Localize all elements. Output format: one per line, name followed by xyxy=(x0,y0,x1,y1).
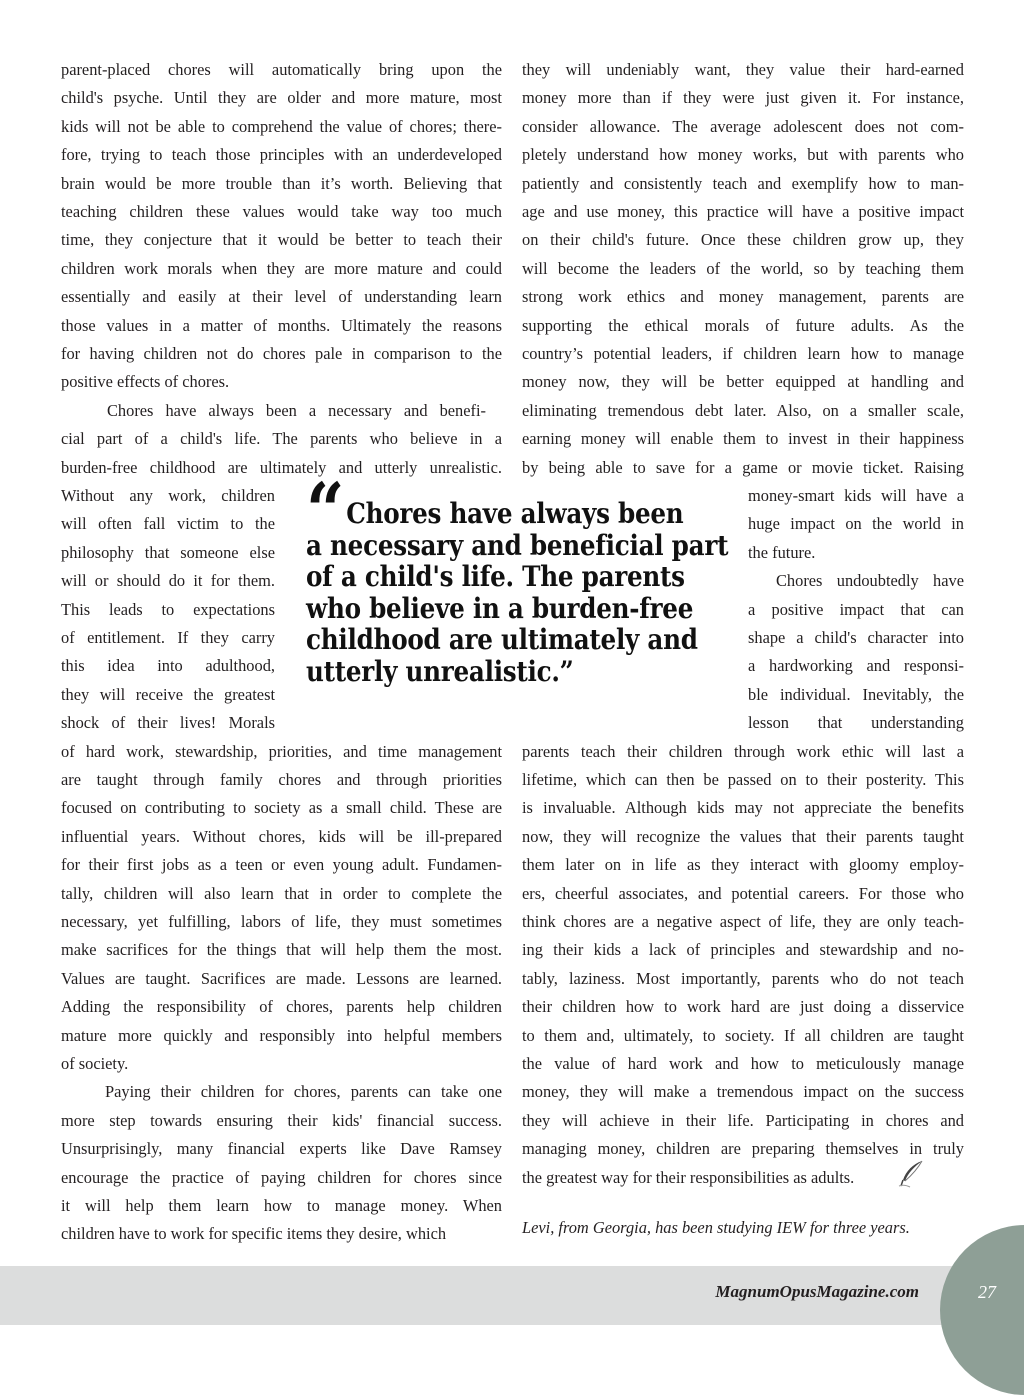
text-line: earning money will enable them to invest in their happiness xyxy=(522,429,964,449)
author-byline: Levi, from Georgia, has been studying IEW for three years. xyxy=(522,1218,910,1237)
text-line: age and use money, this practice will have a positive impact xyxy=(522,202,964,221)
text-line: Paying their children for chores, parents can take one xyxy=(105,1082,502,1102)
text-line: think chores are a negative aspect of life, they are only teach- xyxy=(522,912,964,931)
text-line: patiently and consistently teach and exemplify how to man- xyxy=(522,173,964,193)
text-line: focused on contributing to society as a small child. These are xyxy=(61,798,502,818)
text-line: to them and, ultimately, to society. If all children are taught xyxy=(522,1025,964,1045)
text-line: the future. xyxy=(748,542,816,562)
pull-quote-line: childhood are ultimately and xyxy=(306,623,698,656)
text-line: Adding the responsibility of chores, parents help children xyxy=(61,997,502,1017)
text-line: encourage the practice of paying children for chores since xyxy=(61,1167,502,1187)
text-line: a hardworking and responsi- xyxy=(748,656,964,676)
text-line: they will undeniably want, they value their hard-earned xyxy=(522,60,964,79)
text-line: tally, children will also learn that in order to complete the xyxy=(61,883,502,903)
text-line: for their first jobs as a teen or even young adult. Fundamen- xyxy=(61,855,502,875)
text-line: time, they conjecture that it would be better to teach their xyxy=(61,230,502,250)
text-line: fore, trying to teach those principles with an underdeveloped xyxy=(61,145,502,165)
text-line: will or should do it for them. xyxy=(61,571,275,591)
pull-quote-line: of a child's life. The parents xyxy=(306,560,685,593)
text-line: country’s potential leaders, if children learn how to manage xyxy=(522,344,964,363)
text-line: pletely understand how money works, but with parents who xyxy=(522,145,964,165)
footer-band xyxy=(0,1266,1024,1325)
text-line: children work morals when they are more mature and could xyxy=(61,258,502,278)
text-line: necessary, yet fulfilling, labors of life, they must sometimes xyxy=(61,912,502,931)
text-line: managing money, children are preparing themselves in truly xyxy=(522,1139,964,1159)
text-line: a positive impact that can xyxy=(748,599,964,619)
text-line: cial part of a child's life. The parents who believe in a xyxy=(61,429,502,449)
text-line: positive effects of chores. xyxy=(61,372,230,392)
text-line: the value of hard work and how to meticulously manage xyxy=(522,1054,964,1073)
text-line: influential years. Without chores, kids will be ill-prepared xyxy=(61,826,502,846)
text-line: ers, cheerful associates, and potential careers. For those who xyxy=(522,883,964,903)
text-line: the greatest way for their responsibilities as adults. xyxy=(522,1167,855,1187)
text-line: Without any work, children xyxy=(61,486,275,505)
text-line: tably, laziness. Most importantly, parents who do not teach xyxy=(522,968,964,988)
text-line: lesson that understanding xyxy=(748,713,964,733)
text-line: will become the leaders of the world, so by teaching them xyxy=(522,258,964,278)
text-line: this idea into adulthood, xyxy=(61,656,275,676)
text-line: they will receive the greatest xyxy=(61,684,275,704)
text-line: more step towards ensuring their kids' financial success. xyxy=(61,1110,502,1130)
text-line: are taught through family chores and through priorities xyxy=(61,770,502,789)
text-line: teaching children these values would take way too much xyxy=(61,202,502,221)
text-line: make sacrifices for the things that will help them the most. xyxy=(61,940,502,960)
page-number-badge xyxy=(940,1225,1024,1395)
text-line: mature more quickly and responsibly into helpful members xyxy=(61,1025,502,1045)
text-line: parents teach their children through work ethic will last a xyxy=(522,741,964,761)
text-line: them later on in life as they interact with gloomy employ- xyxy=(522,855,964,875)
pull-quote xyxy=(306,466,729,688)
page-number: 27 xyxy=(978,1282,996,1302)
pull-quote-line: a necessary and beneficial part xyxy=(306,528,729,562)
text-line: shape a child's character into xyxy=(748,628,964,647)
text-line: supporting the ethical morals of future adults. As the xyxy=(522,315,964,335)
text-line: it will help them learn how to manage money. When xyxy=(61,1196,502,1215)
text-line: child's psyche. Until they are older and more mature, most xyxy=(61,88,502,108)
text-line: money now, they will be better equipped at handling and xyxy=(522,372,964,392)
text-line: money-smart kids will have a xyxy=(748,486,964,505)
text-line: This leads to expectations xyxy=(61,599,275,619)
text-line: of entitlement. If they carry xyxy=(61,628,275,647)
text-line: strong work ethics and money management, parents are xyxy=(522,287,964,307)
site-url[interactable]: MagnumOpusMagazine.com xyxy=(715,1282,919,1301)
text-line: by being able to save for a game or movie ticket. Raising xyxy=(522,457,964,477)
text-line: Values are taught. Sacrifices are made. Lessons are learned. xyxy=(61,968,502,988)
text-line: children have to work for specific items they desire, which xyxy=(61,1224,447,1244)
text-line: parent-placed chores will automatically bring upon the xyxy=(61,60,502,79)
pull-quote-line: who believe in a burden-free xyxy=(306,591,694,625)
pull-quote-line: “ Chores have always been xyxy=(306,466,684,555)
text-line: Chores have always been a necessary and benefi- xyxy=(107,400,486,420)
text-line: of hard work, stewardship, priorities, and time management xyxy=(61,741,502,761)
quill-pen-icon xyxy=(898,1160,924,1188)
text-line: Chores undoubtedly have xyxy=(776,571,964,591)
text-line: essentially and easily at their level of understanding learn xyxy=(61,287,502,307)
text-line: on their child's future. Once these children grow up, they xyxy=(522,230,964,250)
text-line: those values in a matter of months. Ultimately the reasons xyxy=(61,315,502,335)
text-line: now, they will recognize the values that their parents taught xyxy=(522,826,964,846)
text-line: shock of their lives! Morals xyxy=(61,713,275,733)
text-line: eliminating tremendous debt later. Also, on a smaller scale, xyxy=(522,400,964,420)
pull-quote-line: utterly unrealistic.” xyxy=(306,654,574,688)
text-line: kids will not be able to comprehend the value of chores; there- xyxy=(61,116,502,136)
text-line: of society. xyxy=(61,1054,129,1073)
text-line: is invaluable. Although kids may not appreciate the benefits xyxy=(522,798,964,818)
text-line: philosophy that someone else xyxy=(61,542,275,562)
text-line: their children how to work hard are just doing a disservice xyxy=(522,997,964,1017)
text-line: huge impact on the world in xyxy=(748,514,964,534)
text-line: money more than if they were just given it. For instance, xyxy=(522,88,964,108)
text-line: consider allowance. The average adolescent does not com- xyxy=(522,116,964,136)
text-line: they will achieve in their life. Participating in chores and xyxy=(522,1110,964,1130)
text-line: burden-free childhood are ultimately and utterly unrealistic. xyxy=(61,457,502,477)
text-line: money, they will make a tremendous impact on the success xyxy=(522,1082,964,1102)
text-line: ble individual. Inevitably, the xyxy=(748,684,964,704)
text-line: lifetime, which can then be passed on to their posterity. This xyxy=(522,770,964,789)
text-line: Unsurprisingly, many financial experts like Dave Ramsey xyxy=(61,1139,502,1159)
text-line: ing their kids a lack of principles and stewardship and no- xyxy=(522,940,964,960)
open-quote-mark: “ xyxy=(306,466,340,555)
text-line: brain would be more trouble than it’s worth. Believing that xyxy=(61,173,502,193)
text-line: for having children not do chores pale in comparison to the xyxy=(61,344,502,363)
text-line: will often fall victim to the xyxy=(61,514,275,534)
